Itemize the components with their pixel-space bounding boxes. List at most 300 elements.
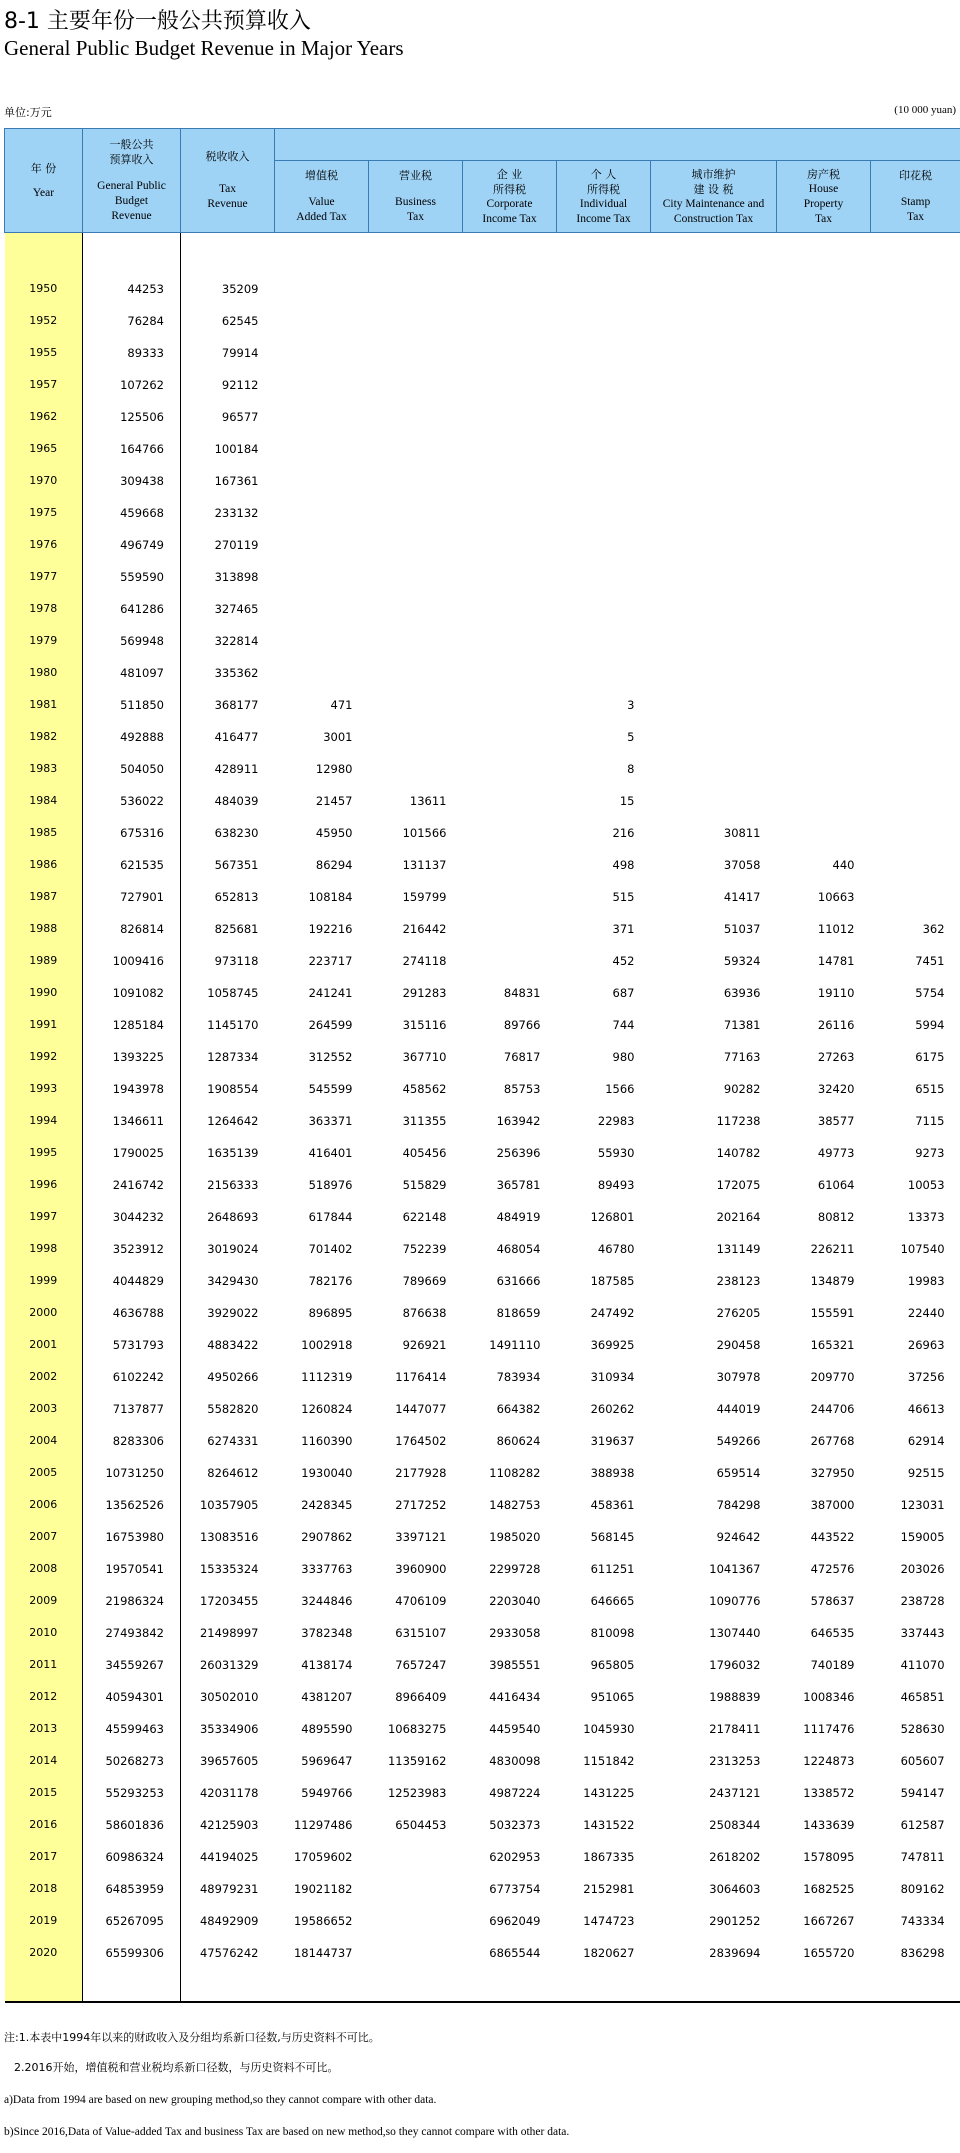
cell-stamp-tax	[871, 497, 960, 529]
table-row	[5, 529, 960, 561]
cell-tax-revenue: 825681	[214, 922, 259, 936]
cell-house-property-tax	[777, 625, 871, 657]
header-iit-cn1: 个 人	[590, 167, 617, 181]
cell-year: 1991	[5, 1009, 83, 1041]
cell-house-property-tax	[777, 657, 871, 689]
cell-city-maintenance-tax: 1307440	[709, 1626, 761, 1640]
cell-city-maintenance-tax: 2901252	[709, 1914, 761, 1928]
cell-year: 1979	[5, 625, 83, 657]
cell-corporate-income-tax: 76817	[503, 1050, 541, 1064]
cell-individual-income-tax: 1820627	[583, 1946, 635, 1960]
cell-stamp-tax: 747811	[900, 1850, 945, 1864]
cell-value-added-tax: 545599	[308, 1082, 353, 1096]
cell-tax-revenue: 3019024	[207, 1242, 259, 1256]
cell-business-tax: 274118	[402, 954, 447, 968]
cell-individual-income-tax	[557, 497, 651, 529]
cell-stamp-tax: 10053	[907, 1178, 945, 1192]
cell-year: 2007	[5, 1521, 83, 1553]
cell-tax-revenue: 96577	[221, 410, 259, 424]
cell-year: 1987	[5, 881, 83, 913]
cell-year: 2003	[5, 1393, 83, 1425]
cell-stamp-tax: 7451	[915, 954, 945, 968]
table-row	[5, 1745, 960, 1777]
cell-individual-income-tax: 2152981	[583, 1882, 635, 1896]
cell-individual-income-tax: 980	[612, 1050, 635, 1064]
cell-stamp-tax	[871, 305, 960, 337]
cell-individual-income-tax: 452	[612, 954, 635, 968]
cell-stamp-tax	[871, 817, 960, 849]
cell-business-tax: 789669	[402, 1274, 447, 1288]
cell-corporate-income-tax: 4459540	[489, 1722, 541, 1736]
cell-stamp-tax: 605607	[900, 1754, 945, 1768]
cell-stamp-tax	[871, 881, 960, 913]
cell-stamp-tax: 465851	[900, 1690, 945, 1704]
cell-individual-income-tax: 310934	[590, 1370, 635, 1384]
cell-stamp-tax: 159005	[900, 1530, 945, 1544]
cell-stamp-tax: 22440	[907, 1306, 945, 1320]
table-row	[5, 977, 960, 1009]
cell-year: 2010	[5, 1617, 83, 1649]
table-row	[5, 1233, 960, 1265]
cell-tax-revenue: 62545	[221, 314, 259, 328]
cell-tax-revenue: 3929022	[207, 1306, 259, 1320]
table-row	[5, 1297, 960, 1329]
cell-stamp-tax: 62914	[907, 1434, 945, 1448]
cell-stamp-tax: 594147	[900, 1786, 945, 1800]
header-individual-income-tax	[557, 161, 651, 233]
table-row	[5, 1777, 960, 1809]
header-cit-en2: Income Tax	[482, 212, 537, 225]
cell-corporate-income-tax: 163942	[496, 1114, 541, 1128]
cell-stamp-tax	[871, 721, 960, 753]
cell-tax-revenue: 47576242	[199, 1946, 259, 1960]
cell-corporate-income-tax	[463, 945, 557, 977]
cell-corporate-income-tax: 6962049	[489, 1914, 541, 1928]
cell-city-maintenance-tax: 131149	[716, 1242, 761, 1256]
cell-corporate-income-tax: 3985551	[489, 1658, 541, 1672]
cell-house-property-tax: 61064	[817, 1178, 855, 1192]
cell-business-tax: 405456	[402, 1146, 447, 1160]
cell-house-property-tax: 1667267	[803, 1914, 855, 1928]
header-vat	[275, 161, 369, 233]
cell-individual-income-tax: 3	[627, 698, 635, 712]
cell-house-property-tax: 38577	[817, 1114, 855, 1128]
cell-house-property-tax: 1682525	[803, 1882, 855, 1896]
cell-business-tax: 7657247	[395, 1658, 447, 1672]
cell-house-property-tax	[777, 561, 871, 593]
cell-house-property-tax	[777, 337, 871, 369]
cell-business-tax: 876638	[402, 1306, 447, 1320]
cell-corporate-income-tax: 5032373	[489, 1818, 541, 1832]
cell-value-added-tax: 19586652	[293, 1914, 353, 1928]
cell-corporate-income-tax: 2203040	[489, 1594, 541, 1608]
cell-business-tax: 101566	[402, 826, 447, 840]
cell-city-maintenance-tax	[651, 305, 777, 337]
cell-city-maintenance-tax	[651, 529, 777, 561]
cell-general-public-budget-revenue: 1393225	[83, 1041, 181, 1073]
cell-individual-income-tax	[557, 369, 651, 401]
cell-individual-income-tax	[557, 433, 651, 465]
cell-year: 2016	[5, 1809, 83, 1841]
cell-value-added-tax: 3244846	[301, 1594, 353, 1608]
cell-city-maintenance-tax	[651, 561, 777, 593]
cell-tax-revenue: 79914	[221, 346, 259, 360]
cell-business-tax: 13611	[409, 794, 447, 808]
cell-general-public-budget-revenue: 504050	[83, 753, 181, 785]
cell-individual-income-tax: 15	[619, 794, 635, 808]
table-row	[5, 1137, 960, 1169]
cell-year: 1978	[5, 593, 83, 625]
table-row	[5, 1169, 960, 1201]
cell-business-tax: 622148	[402, 1210, 447, 1224]
cell-corporate-income-tax	[463, 465, 557, 497]
cell-house-property-tax	[777, 433, 871, 465]
cell-general-public-budget-revenue: 1091082	[83, 977, 181, 1009]
cell-individual-income-tax: 319637	[590, 1434, 635, 1448]
cell-city-maintenance-tax: 41417	[723, 890, 761, 904]
header-house-property-tax	[777, 161, 871, 233]
cell-tax-revenue: 30502010	[199, 1690, 259, 1704]
cell-individual-income-tax: 1867335	[583, 1850, 635, 1864]
cell-general-public-budget-revenue: 309438	[83, 465, 181, 497]
cell-city-maintenance-tax: 1090776	[709, 1594, 761, 1608]
cell-stamp-tax	[871, 465, 960, 497]
cell-tax-revenue: 42125903	[199, 1818, 259, 1832]
cell-business-tax	[369, 305, 463, 337]
table-row	[5, 305, 960, 337]
cell-value-added-tax: 5949766	[301, 1786, 353, 1800]
cell-business-tax: 6504453	[395, 1818, 447, 1832]
cell-value-added-tax: 4138174	[301, 1658, 353, 1672]
cell-stamp-tax: 107540	[900, 1242, 945, 1256]
table-row	[5, 1041, 960, 1073]
cell-individual-income-tax	[557, 657, 651, 689]
table-row	[5, 1329, 960, 1361]
cell-value-added-tax: 312552	[308, 1050, 353, 1064]
header-year	[5, 129, 83, 233]
table-row	[5, 465, 960, 497]
cell-year: 2002	[5, 1361, 83, 1393]
cell-business-tax: 291283	[402, 986, 447, 1000]
unit-label-en: (10 000 yuan)	[894, 104, 956, 116]
header-year-en: Year	[32, 186, 55, 199]
cell-year: 1965	[5, 433, 83, 465]
spacer-row	[5, 233, 960, 274]
table-row	[5, 1073, 960, 1105]
cell-city-maintenance-tax: 63936	[723, 986, 761, 1000]
header-tax-breakdown-cap	[275, 129, 960, 161]
cell-corporate-income-tax: 1482753	[489, 1498, 541, 1512]
cell-corporate-income-tax: 89766	[503, 1018, 541, 1032]
cell-year: 1997	[5, 1201, 83, 1233]
cell-value-added-tax: 416401	[308, 1146, 353, 1160]
header-iit-en1: Individual	[579, 197, 628, 210]
cell-general-public-budget-revenue: 125506	[83, 401, 181, 433]
cell-general-public-budget-revenue: 27493842	[83, 1617, 181, 1649]
cell-business-tax: 3397121	[395, 1530, 447, 1544]
cell-corporate-income-tax: 818659	[496, 1306, 541, 1320]
table-row	[5, 657, 960, 689]
cell-corporate-income-tax	[463, 529, 557, 561]
cell-house-property-tax: 327950	[810, 1466, 855, 1480]
cell-city-maintenance-tax: 2618202	[709, 1850, 761, 1864]
cell-year: 2006	[5, 1489, 83, 1521]
cell-city-maintenance-tax: 2313253	[709, 1754, 761, 1768]
cell-individual-income-tax: 8	[627, 762, 635, 776]
cell-tax-revenue: 5582820	[207, 1402, 259, 1416]
table-row	[5, 1585, 960, 1617]
cell-corporate-income-tax	[463, 817, 557, 849]
cell-individual-income-tax: 1045930	[583, 1722, 635, 1736]
cell-house-property-tax	[777, 497, 871, 529]
cell-business-tax: 315116	[402, 1018, 447, 1032]
cell-stamp-tax	[871, 337, 960, 369]
cell-corporate-income-tax: 84831	[503, 986, 541, 1000]
cell-house-property-tax: 27263	[817, 1050, 855, 1064]
cell-house-property-tax: 1224873	[803, 1754, 855, 1768]
cell-general-public-budget-revenue: 44253	[83, 273, 181, 305]
cell-business-tax	[369, 1937, 463, 1969]
cell-individual-income-tax	[557, 401, 651, 433]
cell-year: 1990	[5, 977, 83, 1009]
cell-tax-revenue: 1264642	[207, 1114, 259, 1128]
cell-individual-income-tax: 126801	[590, 1210, 635, 1224]
header-tax	[181, 129, 275, 233]
cell-business-tax	[369, 1873, 463, 1905]
cell-business-tax: 8966409	[395, 1690, 447, 1704]
cell-stamp-tax	[871, 433, 960, 465]
cell-general-public-budget-revenue: 1943978	[83, 1073, 181, 1105]
cell-stamp-tax	[871, 593, 960, 625]
cell-stamp-tax	[871, 369, 960, 401]
cell-business-tax: 10683275	[387, 1722, 447, 1736]
cell-stamp-tax: 238728	[900, 1594, 945, 1608]
cell-tax-revenue: 26031329	[199, 1658, 259, 1672]
table-row	[5, 1425, 960, 1457]
cell-house-property-tax: 1117476	[803, 1722, 855, 1736]
cell-tax-revenue: 233132	[214, 506, 259, 520]
cell-general-public-budget-revenue: 621535	[83, 849, 181, 881]
cell-business-tax: 752239	[402, 1242, 447, 1256]
table-row	[5, 1393, 960, 1425]
cell-year: 2017	[5, 1841, 83, 1873]
cell-year: 1989	[5, 945, 83, 977]
cell-year: 1993	[5, 1073, 83, 1105]
cell-year: 1976	[5, 529, 83, 561]
cell-general-public-budget-revenue: 3523912	[83, 1233, 181, 1265]
cell-stamp-tax: 411070	[900, 1658, 945, 1672]
cell-tax-revenue: 1908554	[207, 1082, 259, 1096]
cell-business-tax: 216442	[402, 922, 447, 936]
header-prop-en3: Tax	[814, 212, 833, 225]
cell-tax-revenue: 17203455	[199, 1594, 259, 1608]
cell-general-public-budget-revenue: 8283306	[83, 1425, 181, 1457]
cell-business-tax: 11359162	[387, 1754, 447, 1768]
header-prop-en1: House	[808, 182, 839, 195]
cell-year: 1975	[5, 497, 83, 529]
cell-general-public-budget-revenue: 481097	[83, 657, 181, 689]
cell-stamp-tax: 809162	[900, 1882, 945, 1896]
cell-individual-income-tax	[557, 305, 651, 337]
cell-individual-income-tax	[557, 337, 651, 369]
cell-business-tax	[369, 753, 463, 785]
header-city-cn1: 城市维护	[691, 167, 736, 181]
cell-business-tax	[369, 273, 463, 305]
cell-year: 1962	[5, 401, 83, 433]
table-row	[5, 1617, 960, 1649]
cell-tax-revenue: 21498997	[199, 1626, 259, 1640]
cell-tax-revenue: 35209	[221, 282, 259, 296]
cell-business-tax	[369, 369, 463, 401]
cell-value-added-tax	[275, 497, 369, 529]
cell-general-public-budget-revenue: 4636788	[83, 1297, 181, 1329]
cell-corporate-income-tax: 2933058	[489, 1626, 541, 1640]
cell-house-property-tax	[777, 465, 871, 497]
cell-general-public-budget-revenue: 727901	[83, 881, 181, 913]
cell-value-added-tax	[275, 593, 369, 625]
cell-value-added-tax: 1160390	[301, 1434, 353, 1448]
cell-house-property-tax: 472576	[810, 1562, 855, 1576]
cell-tax-revenue: 973118	[214, 954, 259, 968]
cell-business-tax: 926921	[402, 1338, 447, 1352]
cell-general-public-budget-revenue: 3044232	[83, 1201, 181, 1233]
cell-individual-income-tax: 810098	[590, 1626, 635, 1640]
cell-stamp-tax: 26963	[907, 1338, 945, 1352]
cell-year: 1970	[5, 465, 83, 497]
cell-value-added-tax: 518976	[308, 1178, 353, 1192]
header-tax-en1: Tax	[218, 183, 237, 195]
cell-year: 2014	[5, 1745, 83, 1777]
cell-stamp-tax: 19983	[907, 1274, 945, 1288]
cell-house-property-tax: 80812	[817, 1210, 855, 1224]
cell-year: 1984	[5, 785, 83, 817]
cell-city-maintenance-tax: 3064603	[709, 1882, 761, 1896]
cell-individual-income-tax	[557, 465, 651, 497]
cell-year: 1982	[5, 721, 83, 753]
footnote-2: 2.2016开始，增值税和营业税均系新口径数，与历史资料不可比。	[14, 2061, 339, 2074]
cell-city-maintenance-tax: 549266	[716, 1434, 761, 1448]
cell-general-public-budget-revenue: 89333	[83, 337, 181, 369]
cell-value-added-tax: 21457	[315, 794, 353, 808]
cell-business-tax: 6315107	[395, 1626, 447, 1640]
unit-label-cn: 单位:万元	[4, 106, 52, 119]
cell-city-maintenance-tax: 1041367	[709, 1562, 761, 1576]
cell-stamp-tax	[871, 401, 960, 433]
cell-individual-income-tax: 1474723	[583, 1914, 635, 1928]
cell-year: 1992	[5, 1041, 83, 1073]
cell-year: 2020	[5, 1937, 83, 1969]
cell-general-public-budget-revenue: 459668	[83, 497, 181, 529]
cell-individual-income-tax: 687	[612, 986, 635, 1000]
table-row	[5, 369, 960, 401]
cell-stamp-tax: 5994	[915, 1018, 945, 1032]
cell-house-property-tax: 1433639	[803, 1818, 855, 1832]
cell-corporate-income-tax: 365781	[496, 1178, 541, 1192]
cell-business-tax	[369, 561, 463, 593]
cell-value-added-tax: 108184	[308, 890, 353, 904]
cell-value-added-tax	[275, 529, 369, 561]
header-year-cn: 年 份	[30, 161, 57, 175]
cell-general-public-budget-revenue: 19570541	[83, 1553, 181, 1585]
cell-corporate-income-tax	[463, 561, 557, 593]
header-tax-cn: 税收收入	[205, 150, 250, 163]
cell-value-added-tax: 241241	[308, 986, 353, 1000]
cell-city-maintenance-tax	[651, 433, 777, 465]
cell-house-property-tax: 155591	[810, 1306, 855, 1320]
cell-value-added-tax	[275, 273, 369, 305]
cell-corporate-income-tax	[463, 721, 557, 753]
cell-value-added-tax: 264599	[308, 1018, 353, 1032]
cell-general-public-budget-revenue: 55293253	[83, 1777, 181, 1809]
cell-value-added-tax: 1260824	[301, 1402, 353, 1416]
cell-value-added-tax	[275, 657, 369, 689]
cell-city-maintenance-tax: 238123	[716, 1274, 761, 1288]
cell-house-property-tax	[777, 369, 871, 401]
table-row	[5, 721, 960, 753]
cell-house-property-tax: 244706	[810, 1402, 855, 1416]
cell-city-maintenance-tax: 2178411	[709, 1722, 761, 1736]
cell-business-tax: 311355	[402, 1114, 447, 1128]
cell-city-maintenance-tax: 172075	[716, 1178, 761, 1192]
cell-individual-income-tax: 5	[627, 730, 635, 744]
cell-business-tax	[369, 1841, 463, 1873]
cell-individual-income-tax: 22983	[597, 1114, 635, 1128]
cell-stamp-tax: 92515	[907, 1466, 945, 1480]
header-city-cn2: 建 设 税	[693, 182, 734, 196]
table-row	[5, 1553, 960, 1585]
cell-tax-revenue: 6274331	[207, 1434, 259, 1448]
cell-general-public-budget-revenue: 45599463	[83, 1713, 181, 1745]
cell-house-property-tax	[777, 401, 871, 433]
header-cit-cn2: 所得税	[493, 182, 526, 196]
cell-city-maintenance-tax: 71381	[723, 1018, 761, 1032]
header-cit-en1: Corporate	[486, 197, 533, 210]
cell-individual-income-tax: 515	[612, 890, 635, 904]
table-row	[5, 849, 960, 881]
cell-general-public-budget-revenue: 164766	[83, 433, 181, 465]
cell-tax-revenue: 10357905	[199, 1498, 259, 1512]
cell-year: 1986	[5, 849, 83, 881]
cell-tax-revenue: 567351	[214, 858, 259, 872]
cell-business-tax: 3960900	[395, 1562, 447, 1576]
cell-general-public-budget-revenue: 60986324	[83, 1841, 181, 1873]
header-prop-cn: 房产税	[807, 167, 840, 181]
cell-general-public-budget-revenue: 1285184	[83, 1009, 181, 1041]
table-row	[5, 1809, 960, 1841]
cell-house-property-tax: 387000	[810, 1498, 855, 1512]
cell-business-tax: 1764502	[395, 1434, 447, 1448]
cell-individual-income-tax: 369925	[590, 1338, 635, 1352]
header-stamp-en2: Tax	[906, 211, 925, 223]
cell-house-property-tax: 646535	[810, 1626, 855, 1640]
cell-business-tax	[369, 689, 463, 721]
cell-individual-income-tax: 611251	[590, 1562, 635, 1576]
cell-house-property-tax: 740189	[810, 1658, 855, 1672]
cell-value-added-tax: 4895590	[301, 1722, 353, 1736]
cell-business-tax: 2717252	[395, 1498, 447, 1512]
cell-city-maintenance-tax: 659514	[716, 1466, 761, 1480]
cell-tax-revenue: 1058745	[207, 986, 259, 1000]
header-gpb	[83, 129, 181, 233]
cell-stamp-tax: 123031	[900, 1498, 945, 1512]
cell-year: 2015	[5, 1777, 83, 1809]
table-row	[5, 881, 960, 913]
cell-tax-revenue: 42031178	[199, 1786, 259, 1800]
cell-value-added-tax: 782176	[308, 1274, 353, 1288]
cell-general-public-budget-revenue: 4044829	[83, 1265, 181, 1297]
table-row	[5, 1937, 960, 1969]
cell-business-tax	[369, 593, 463, 625]
